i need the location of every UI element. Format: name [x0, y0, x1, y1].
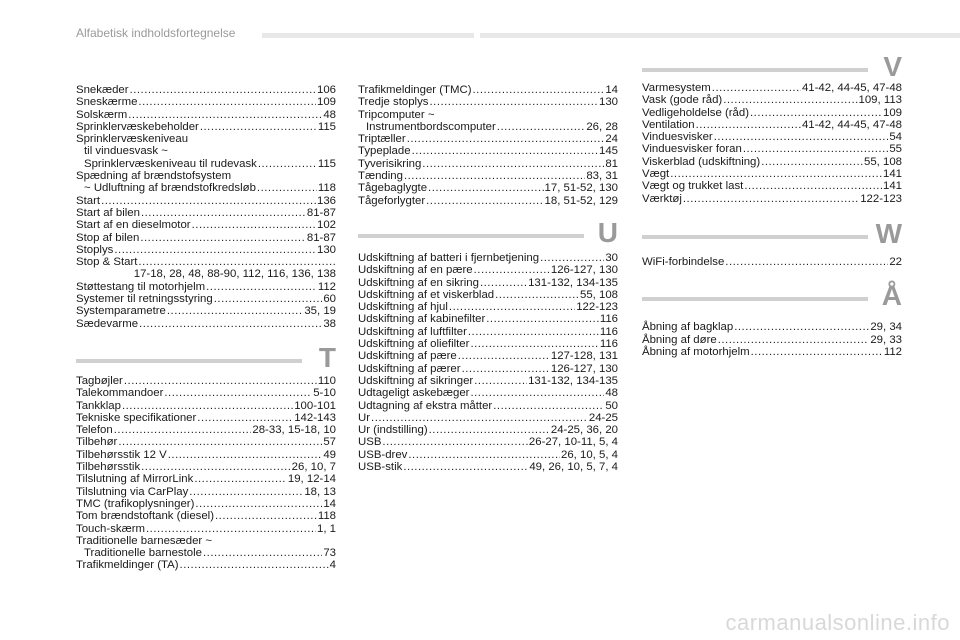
index-entry: Trafikmeldinger (TMC) ..... 14 — [358, 84, 618, 96]
index-entry: Udskiftning af et viskerblad ..... 55, 108 — [358, 289, 618, 301]
index-entry: Tredje stoplys ..... 130 — [358, 96, 618, 108]
index-entry: Vedligeholdelse (råd) ..... 109 — [642, 107, 902, 119]
index-entry: Tilbehør ..... 57 — [76, 436, 336, 448]
index-entry: Udtageligt askebæger ..... 48 — [358, 387, 618, 399]
index-entry: Systemparametre ..... 35, 19 — [76, 305, 336, 317]
index-entry: Typeplade ..... 145 — [358, 145, 618, 157]
index-entry: Værktøj ..... 122-123 — [642, 193, 902, 205]
u-group — [358, 252, 618, 473]
index-entry: USB-drev ..... 26, 10, 5, 4 — [358, 449, 618, 461]
index-entry: TMC (trafikoplysninger) ..... 14 — [76, 498, 336, 510]
index-entry: Solskærm ..... 48 — [76, 109, 336, 121]
index-entry: Vægt og trukket last ..... 141 — [642, 180, 902, 192]
index-entry: Udskiftning af en pære ..... 126-127, 130 — [358, 264, 618, 276]
index-entry: Tankklap ..... 100-101 — [76, 400, 336, 412]
index-entry: Åbning af motorhjelm ..... 112 — [642, 346, 902, 358]
index-entry: Tilslutning via CarPlay ..... 18, 13 — [76, 486, 336, 498]
index-entry: Åbning af døre ..... 29, 33 — [642, 334, 902, 346]
index-entry: Start af en dieselmotor ..... 102 — [76, 219, 336, 231]
watermark: carmanualsonline.info — [725, 610, 950, 635]
index-entry: Ventilation ..... 41-42, 44-45, 47-48 — [642, 119, 902, 131]
index-entry: Start ..... 136 — [76, 195, 336, 207]
index-entry: Talekommandoer ..... 5-10 — [76, 387, 336, 399]
index-entry: Udskiftning af pærer ..... 126-127, 130 — [358, 363, 618, 375]
index-entry: Udskiftning af hjul ..... 122-123 — [358, 301, 618, 313]
index-entry: Triptæller ..... 24 — [358, 133, 618, 145]
v-group — [642, 82, 902, 205]
index-entry: Udskiftning af luftfilter ..... 116 — [358, 326, 618, 338]
section-divider-w — [642, 219, 902, 249]
index-entry: Ur ..... 24-25 — [358, 412, 618, 424]
index-entry: Tilbehørsstik ..... 26, 10, 7 — [76, 461, 336, 473]
section-rule — [642, 297, 868, 301]
index-entry: Trafikmeldinger (TA) ..... 4 — [76, 559, 336, 571]
index-entry: Stoplys ..... 130 — [76, 244, 336, 256]
index-entry: Snekæder ..... 106 — [76, 84, 336, 96]
index-entry: Udskiftning af oliefilter ..... 116 — [358, 338, 618, 350]
index-entry: Tågebaglygte ..... 17, 51-52, 130 — [358, 182, 618, 194]
index-heading: Sprinklervæskeniveau — [76, 133, 189, 146]
index-entry: USB-stik ..... 49, 26, 10, 5, 7, 4 — [358, 461, 618, 473]
w-group — [642, 256, 902, 268]
index-entry: Start af bilen ..... 81-87 — [76, 207, 336, 219]
index-column-2 — [358, 84, 618, 473]
index-entry: Tilslutning af MirrorLink ..... 19, 12-14 — [76, 473, 336, 485]
t-group-1 — [76, 375, 336, 535]
index-entry: Systemer til retningsstyring ..... 60 — [76, 293, 336, 305]
index-entry: Udtagning af ekstra måtter ..... 50 — [358, 400, 618, 412]
section-rule — [642, 235, 868, 239]
index-heading: Traditionelle barnesæder ~ — [76, 534, 213, 547]
index-entry: Ur (indstilling) ..... 24-25, 36, 20 — [358, 424, 618, 436]
page-title: Alfabetisk indholdsfortegnelse — [76, 26, 236, 40]
section-divider-v — [642, 52, 902, 82]
index-entry: Støttestang til motorhjelm ..... 112 — [76, 281, 336, 293]
index-entry: Udskiftning af kabinefilter ..... 116 — [358, 313, 618, 325]
index-entry: Vask (gode råd) ..... 109, 113 — [642, 94, 902, 106]
index-entry: Tyverisikring ..... 81 — [358, 158, 618, 170]
index-column-3 — [642, 52, 902, 358]
s-group-2 — [76, 195, 336, 256]
section-letter: V — [883, 51, 902, 82]
section-divider-u — [358, 218, 618, 248]
index-entry: Stop & Start ..... — [76, 256, 336, 268]
index-heading: Spædning af brændstofsystem — [76, 170, 232, 183]
section-divider-aa — [642, 281, 902, 311]
index-entry: Stop af bilen ..... 81-87 — [76, 232, 336, 244]
section-letter: T — [318, 341, 336, 373]
index-entry: Traditionelle barnestole ..... 73 — [76, 547, 336, 559]
index-entry: Varmesystem ..... 41-42, 44-45, 47-48 — [642, 82, 902, 94]
index-entry: Udskiftning af sikringer ..... 131-132, 134-135 — [358, 375, 618, 387]
index-entry: Tekniske specifikationer ..... 142-143 — [76, 412, 336, 424]
index-entry: Sædevarme ..... 38 — [76, 318, 336, 330]
header-rule-left — [262, 33, 474, 38]
header-rule-right — [480, 33, 960, 38]
aa-group — [642, 321, 902, 358]
section-rule — [76, 359, 302, 363]
index-entry: Åbning af bagklap ..... 29, 34 — [642, 321, 902, 333]
section-rule — [642, 68, 868, 72]
index-entry: Vinduesvisker ..... 54 — [642, 131, 902, 143]
index-entry: Tænding ..... 83, 31 — [358, 170, 618, 182]
section-divider-t — [76, 343, 336, 373]
s-group-1 — [76, 84, 336, 133]
index-entry: Sneskærme ..... 109 — [76, 96, 336, 108]
index-entry: Tilbehørsstik 12 V ..... 49 — [76, 449, 336, 461]
index-entry: Viskerblad (udskiftning) ..... 55, 108 — [642, 156, 902, 168]
index-pages: 17-18, 28, 48, 88-90, 112, 116, 136, 138 — [133, 268, 336, 281]
index-subheading: til vinduesvask ~ — [84, 145, 168, 158]
index-entry: Instrumentbordscomputer ..... 26, 28 — [358, 121, 618, 133]
index-entry: Udskiftning af pære ..... 127-128, 131 — [358, 350, 618, 362]
index-entry: Vinduesvisker foran ..... 55 — [642, 143, 902, 155]
index-entry: Vægt ..... 141 — [642, 168, 902, 180]
index-entry: Sprinklervæskeniveau til rudevask ..... 115 — [76, 158, 336, 170]
index-column-1 — [76, 84, 336, 572]
index-entry: ~ Udluftning af brændstofkredsløb ..... 118 — [76, 182, 336, 194]
index-entry: WiFi-forbindelse ..... 22 — [642, 256, 902, 268]
index-entry: Sprinklervæskebeholder ..... 115 — [76, 121, 336, 133]
index-entry: Tågeforlygter ..... 18, 51-52, 129 — [358, 195, 618, 207]
index-entry: Telefon ..... 28-33, 15-18, 10 — [76, 424, 336, 436]
s-group-3 — [76, 281, 336, 330]
index-entry: Udskiftning af batteri i fjernbetjening ..... 30 — [358, 252, 618, 264]
section-rule — [358, 234, 584, 238]
section-letter: Å — [881, 280, 902, 312]
index-entry: USB ..... 26-27, 10-11, 5, 4 — [358, 436, 618, 448]
section-letter: U — [597, 216, 618, 248]
index-heading: Tripcomputer ~ — [358, 108, 435, 121]
index-entry: Touch-skærm ..... 1, 1 — [76, 523, 336, 535]
section-letter: W — [875, 217, 902, 249]
index-entry: Udskiftning af en sikring ..... 131-132, 134-135 — [358, 277, 618, 289]
index-entry: Tom brændstoftank (diesel) ..... 118 — [76, 510, 336, 522]
index-entry: Tagbøjler ..... 110 — [76, 375, 336, 387]
